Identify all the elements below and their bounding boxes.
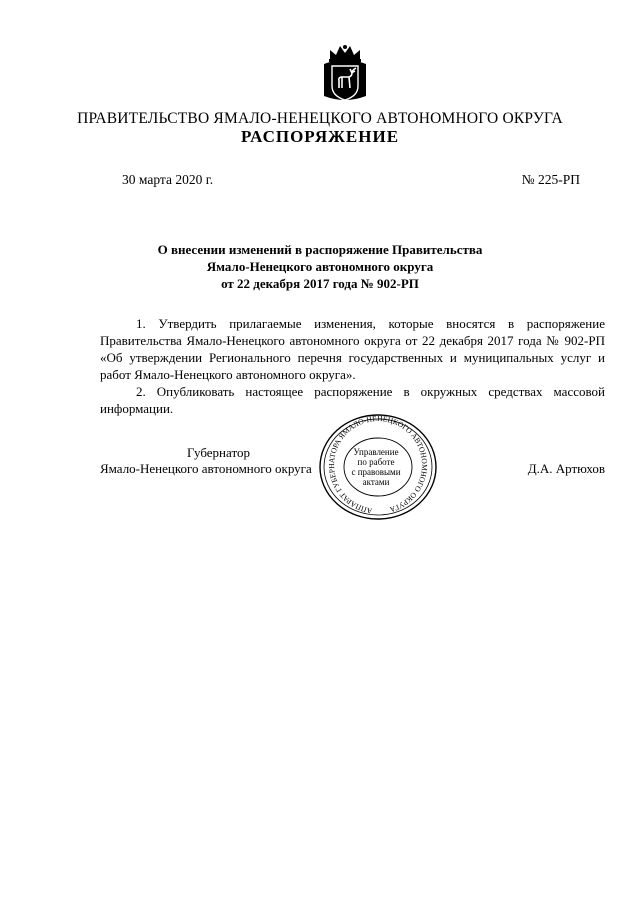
stamp-center-text: [344, 447, 408, 487]
signatory-post-line1: Губернатор: [187, 445, 250, 460]
title-line: от 22 декабря 2017 года № 902-РП: [221, 276, 419, 291]
coat-of-arms-icon: [322, 44, 368, 104]
svg-text:АППАРАТ ГУБЕРНАТОРА ЯМАЛО-НЕНЕ: АППАРАТ ГУБЕРНАТОРА ЯМАЛО-НЕНЕЦКОГО АВТОНОМНОГО ОКРУГА: [326, 413, 430, 516]
title-line: О внесении изменений в распоряжение Правительства: [157, 242, 483, 257]
signatory-name: Д.А. Артюхов: [527, 461, 605, 476]
title-line: Ямало-Ненецкого автономного округа: [206, 259, 434, 274]
document-date: 30 марта 2020 г.: [122, 172, 214, 187]
government-name: ПРАВИТЕЛЬСТВО ЯМАЛО-НЕНЕЦКОГО АВТОНОМНОГО ОКРУГА: [77, 110, 563, 127]
paragraph-2: 2. Опубликовать настоящее распоряжение в окружных средствах массовой информации.: [100, 384, 605, 416]
paragraph-1: 1. Утвердить прилагаемые изменения, которые вносятся в распоряжение Правительства Ямало-Ненецкого автономного округа от 22 декабря 2017 года № 902-РП «Об утверждении Регионального перечня государственных и муниципальных услуг и работ Ямало-Ненецкого автономного округа».: [100, 316, 605, 382]
document-body: [100, 315, 605, 417]
document-type: РАСПОРЯЖЕНИЕ: [240, 127, 400, 146]
document-number: № 225-РП: [521, 172, 580, 187]
document-title: [100, 241, 540, 292]
signatory-post-line2: Ямало-Ненецкого автономного округа: [100, 461, 312, 476]
stamp-line: актами: [362, 477, 390, 487]
stamp-line: Управление: [353, 447, 399, 457]
stamp-line: по работе: [357, 457, 395, 467]
stamp-line: с правовыми: [351, 467, 401, 477]
